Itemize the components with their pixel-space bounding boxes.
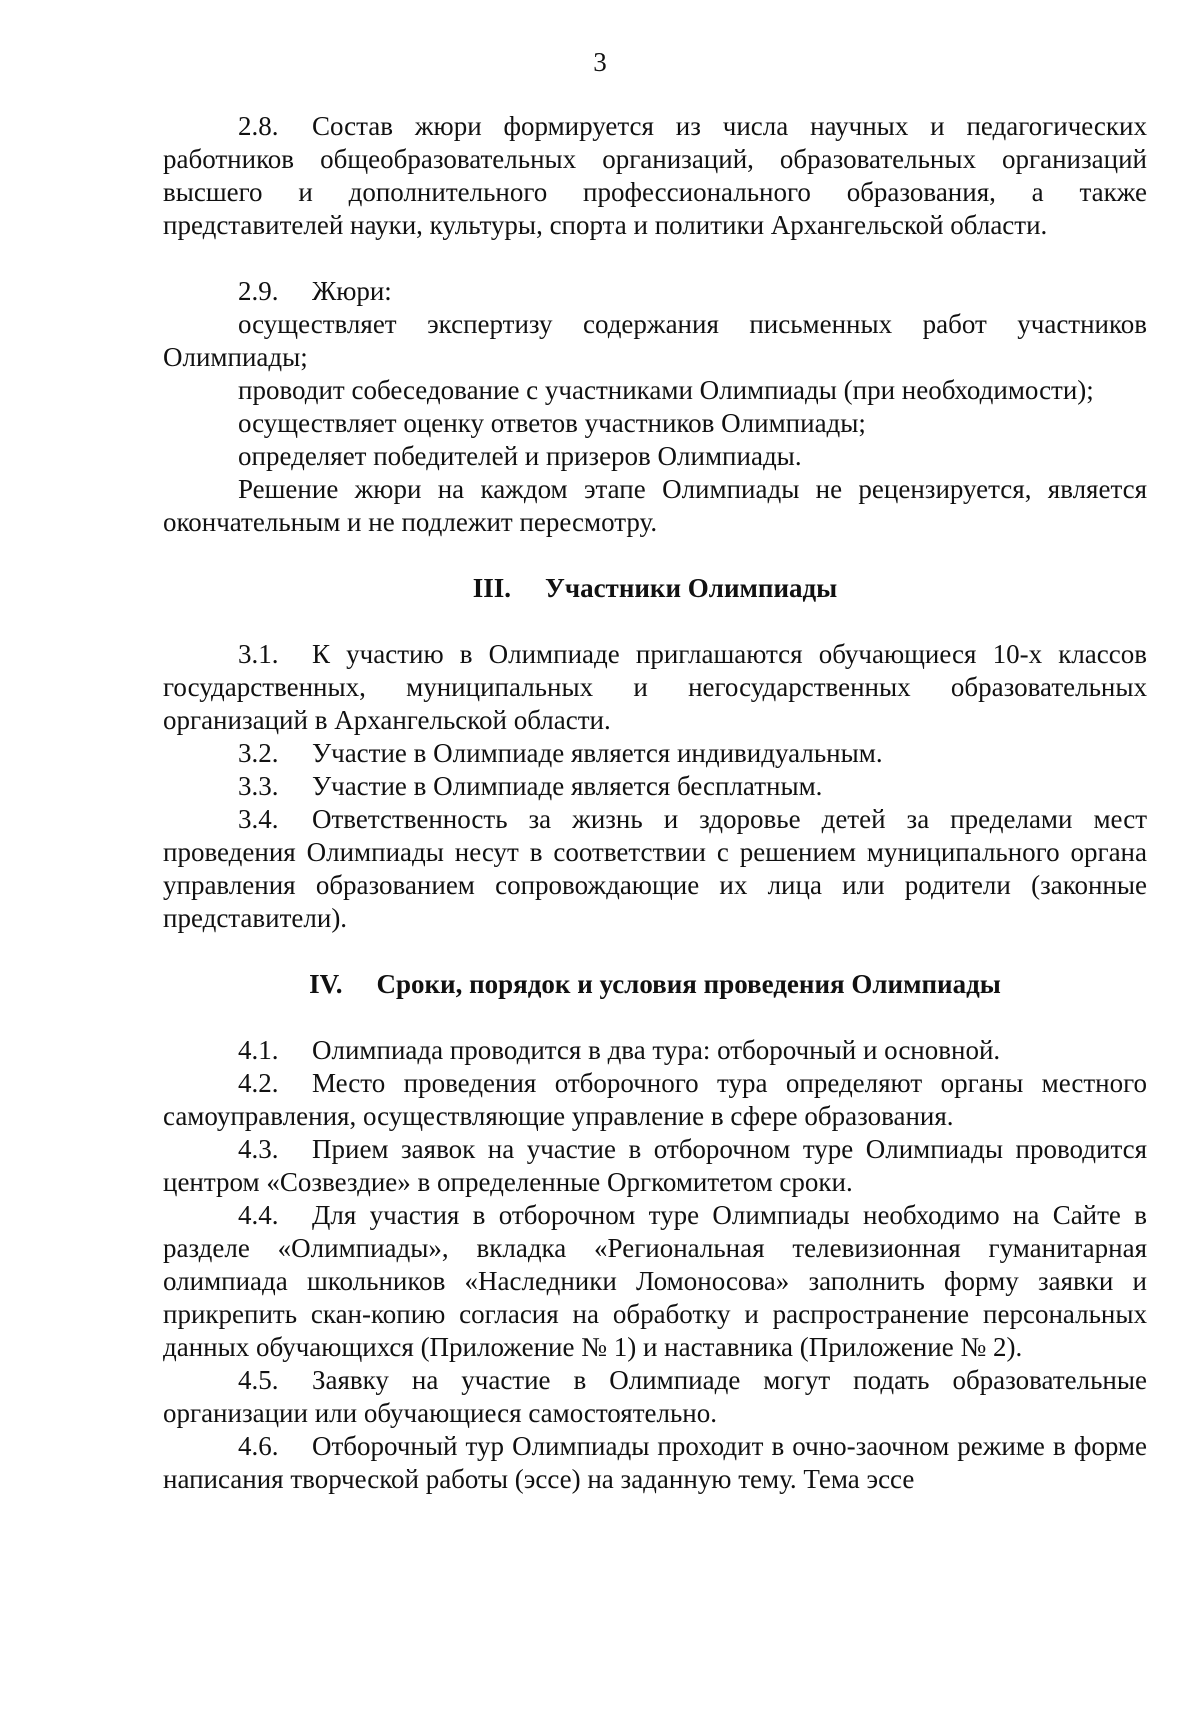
clause-text: Участие в Олимпиаде является бесплатным. [312,771,823,801]
clause-number: 4.5. [238,1365,279,1395]
clause-text: К участию в Олимпиаде приглашаются обучающиеся 10-х классов государственных, муниципальных и негосударственных образовательных организаций в Архангельской области. [163,639,1147,735]
section-heading-3 [163,572,1147,605]
heading-number: IV. [309,969,343,999]
clause-text: Участие в Олимпиаде является индивидуальным. [312,738,883,768]
paragraph-4-5 [163,1364,1147,1430]
clause-number: 3.1. [238,639,279,669]
paragraph-4-6 [163,1430,1147,1496]
clause-text: Для участия в отборочном туре Олимпиады необходимо на Сайте в разделе «Олимпиады», вкладка «Региональная телевизионная гуманитарная олимпиада школьников «Наследники Ломоносова» заполнить форму заявки и прикрепить скан-копию согласия на обработку и распространение персональных данных обучающихся (Приложение № 1) и наставника (Приложение № 2). [163,1200,1147,1362]
heading-title: Сроки, порядок и условия проведения Олимпиады [376,969,1001,999]
jury-duty-item: проводит собеседование с участниками Олимпиады (при необходимости); [238,375,1094,405]
spacer [163,605,1147,638]
clause-text: Отборочный тур Олимпиады проходит в очно-заочном режиме в форме написания творческой работы (эссе) на заданную тему. Тема эссе [163,1431,1147,1494]
spacer [163,242,1147,275]
clause-text: Ответственность за жизнь и здоровье детей за пределами мест проведения Олимпиады несут в соответствии с решением муниципального органа управления образованием сопровождающие их лица или родители (законные представители). [163,804,1147,933]
section-heading-4 [163,968,1147,1001]
clause-number: 4.2. [238,1068,279,1098]
jury-duty-item: определяет победителей и призеров Олимпиады. [238,441,802,471]
clause-text: Жюри: [312,276,392,306]
clause-text: Заявку на участие в Олимпиаде могут подать образовательные организации или обучающиеся самостоятельно. [163,1365,1147,1428]
clause-number: 4.3. [238,1134,279,1164]
clause-text: Место проведения отборочного тура определяют органы местного самоуправления, осуществляющие управление в сфере образования. [163,1068,1147,1131]
clause-text: Прием заявок на участие в отборочном туре Олимпиады проводится центром «Созвездие» в определенные Оргкомитетом сроки. [163,1134,1147,1197]
paragraph-3-4 [163,803,1147,935]
clause-text: Олимпиада проводится в два тура: отборочный и основной. [312,1035,1001,1065]
paragraph-3-2 [163,737,1147,770]
paragraph-4-3 [163,1133,1147,1199]
clause-number: 4.6. [238,1431,279,1461]
clause-number: 2.8. [238,111,279,141]
clause-number: 4.4. [238,1200,279,1230]
clause-number: 3.2. [238,738,279,768]
jury-decision-note: Решение жюри на каждом этапе Олимпиады не рецензируется, является окончательным и не подлежит пересмотру. [163,474,1147,537]
clause-number: 3.4. [238,804,279,834]
jury-duty-item: осуществляет оценку ответов участников Олимпиады; [238,408,866,438]
heading-number: III. [472,573,512,603]
paragraph-3-1 [163,638,1147,737]
clause-number: 4.1. [238,1035,279,1065]
paragraph-2-8 [163,110,1147,242]
heading-title: Участники Олимпиады [545,573,838,603]
spacer [163,935,1147,968]
clause-text: Состав жюри формируется из числа научных и педагогических работников общеобразовательных организаций, образовательных организаций высшего и дополнительного профессионального образования, а также представителей науки, культуры, спорта и политики Архангельской области. [163,111,1147,240]
document-body [163,110,1147,1496]
paragraph-4-2 [163,1067,1147,1133]
spacer [163,1001,1147,1034]
clause-number: 2.9. [238,276,279,306]
jury-duty-item: осуществляет экспертизу содержания письменных работ участников Олимпиады; [163,309,1147,372]
paragraph-3-3 [163,770,1147,803]
clause-number: 3.3. [238,771,279,801]
paragraph-2-9 [163,275,1147,308]
spacer [163,539,1147,572]
page-number: 3 [593,47,607,77]
paragraph-4-4 [163,1199,1147,1364]
paragraph-4-1 [163,1034,1147,1067]
